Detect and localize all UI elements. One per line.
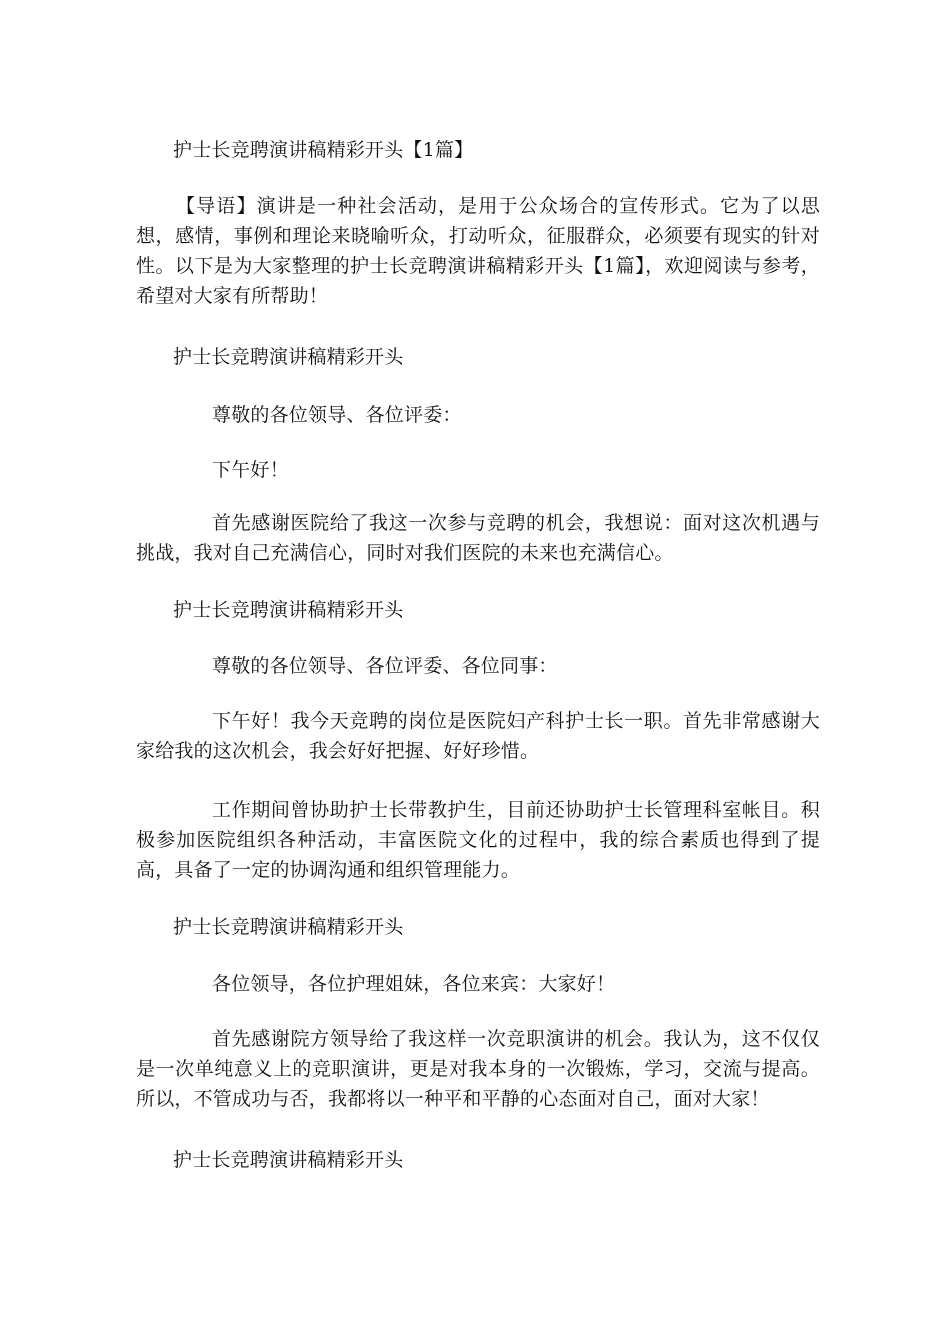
paragraph: 工作期间曾协助护士长带教护生，目前还协助护士长管理科室帐目。积极参加医院组织各种活动，丰富医院文化的过程中，我的综合素质也得到了提高，具备了一定的协调沟通和组织管理能力。 (136, 799, 820, 881)
greeting: 各位领导，各位护理姐妹，各位来宾：大家好！ (212, 973, 616, 995)
intro-paragraph: 【导语】演讲是一种社会活动，是用于公众场合的宣传形式。它为了以思想，感情，事例和理论来晓喻听众，打动听众，征服群众，必须要有现实的针对性。以下是为大家整理的护士长竞聘演讲稿精彩开头【1篇】，欢迎阅读与参考，希望对大家有所帮助！ (136, 195, 820, 307)
document-title: 护士长竞聘演讲稿精彩开头【1篇】 (173, 139, 474, 161)
section-heading: 护士长竞聘演讲稿精彩开头 (173, 916, 404, 938)
section-heading: 护士长竞聘演讲稿精彩开头 (173, 1149, 404, 1171)
paragraph: 首先感谢院方领导给了我这样一次竞职演讲的机会。我认为，这不仅仅是一次单纯意义上的竞职演讲，更是对我本身的一次锻炼，学习，交流与提高。所以，不管成功与否，我都将以一种平和平静的心态面对自己，面对大家！ (136, 1028, 820, 1110)
paragraph: 下午好！我今天竞聘的岗位是医院妇产科护士长一职。首先非常感谢大家给我的这次机会，我会好好把握、好好珍惜。 (136, 710, 820, 762)
paragraph: 首先感谢医院给了我这一次参与竞聘的机会，我想说：面对这次机遇与挑战，我对自己充满信心，同时对我们医院的未来也充满信心。 (136, 512, 820, 564)
greeting: 尊敬的各位领导、各位评委、各位同事： (212, 655, 558, 677)
salute: 下午好！ (212, 459, 289, 481)
greeting: 尊敬的各位领导、各位评委： (212, 404, 462, 426)
section-heading: 护士长竞聘演讲稿精彩开头 (173, 599, 404, 621)
section-heading: 护士长竞聘演讲稿精彩开头 (173, 346, 404, 368)
